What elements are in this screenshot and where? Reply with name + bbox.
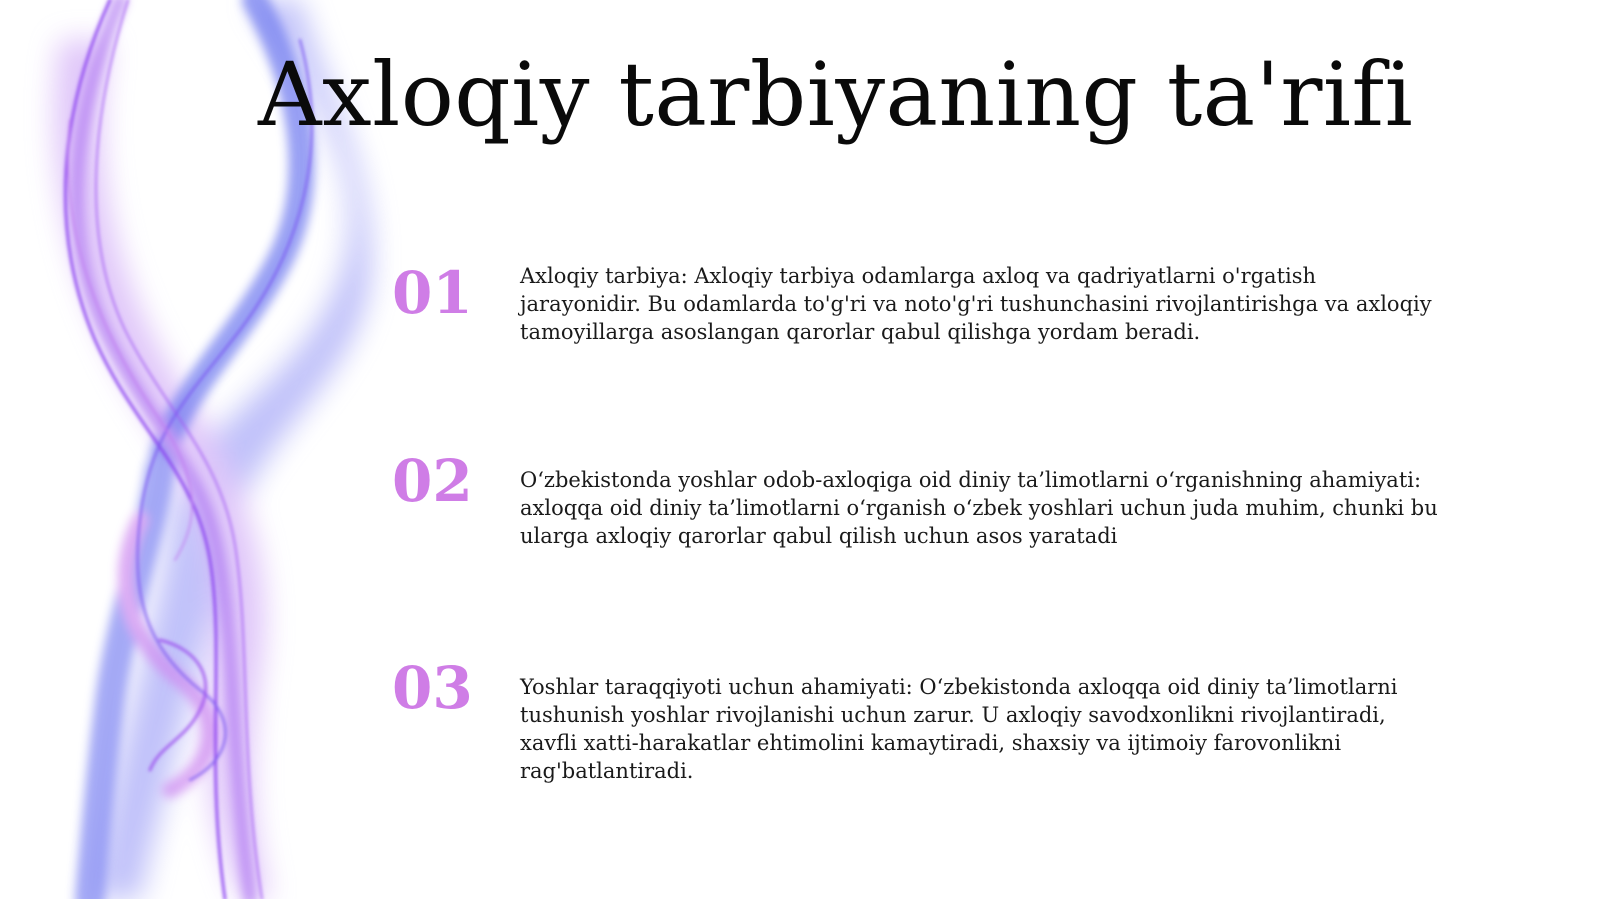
item-number: 03 [392, 654, 473, 722]
item-text: Axloqiy tarbiya: Axloqiy tarbiya odamlarga axloq va qadriyatlarni o'rgatish jarayonidir. Bu odamlarda to'g'ri va noto'g'ri tushunchasini rivojlantirishga va axloqiy tamoyillarga asoslangan qarorlar qabul qilishga yordam beradi. [520, 264, 1432, 344]
item-text: O‘zbekistonda yoshlar odob-axloqiga oid diniy ta’limotlarni o‘rganishning ahamiyati: axloqqa oid diniy ta’limotlarni o‘rganish o‘zbek yoshlari uchun juda muhim, chunki bu ularga axloqiy qarorlar qabul qilish uchun asos yaratadi [520, 468, 1438, 548]
item-text: Yoshlar taraqqiyoti uchun ahamiyati: O‘zbekistonda axloqqa oid diniy ta’limotlarni tushunish yoshlar rivojlanishi uchun zarur. U axloqiy savodxonlikni rivojlantiradi, xavfli xatti-harakatlar ehtimolini kamaytiradi, shaxsiy va ijtimoiy farovonlikni rag'batlantiradi. [520, 675, 1398, 783]
slide-title: Axloqiy tarbiyaning ta'rifi [258, 43, 1414, 146]
item-number: 02 [392, 447, 473, 515]
item-number: 01 [392, 259, 473, 327]
